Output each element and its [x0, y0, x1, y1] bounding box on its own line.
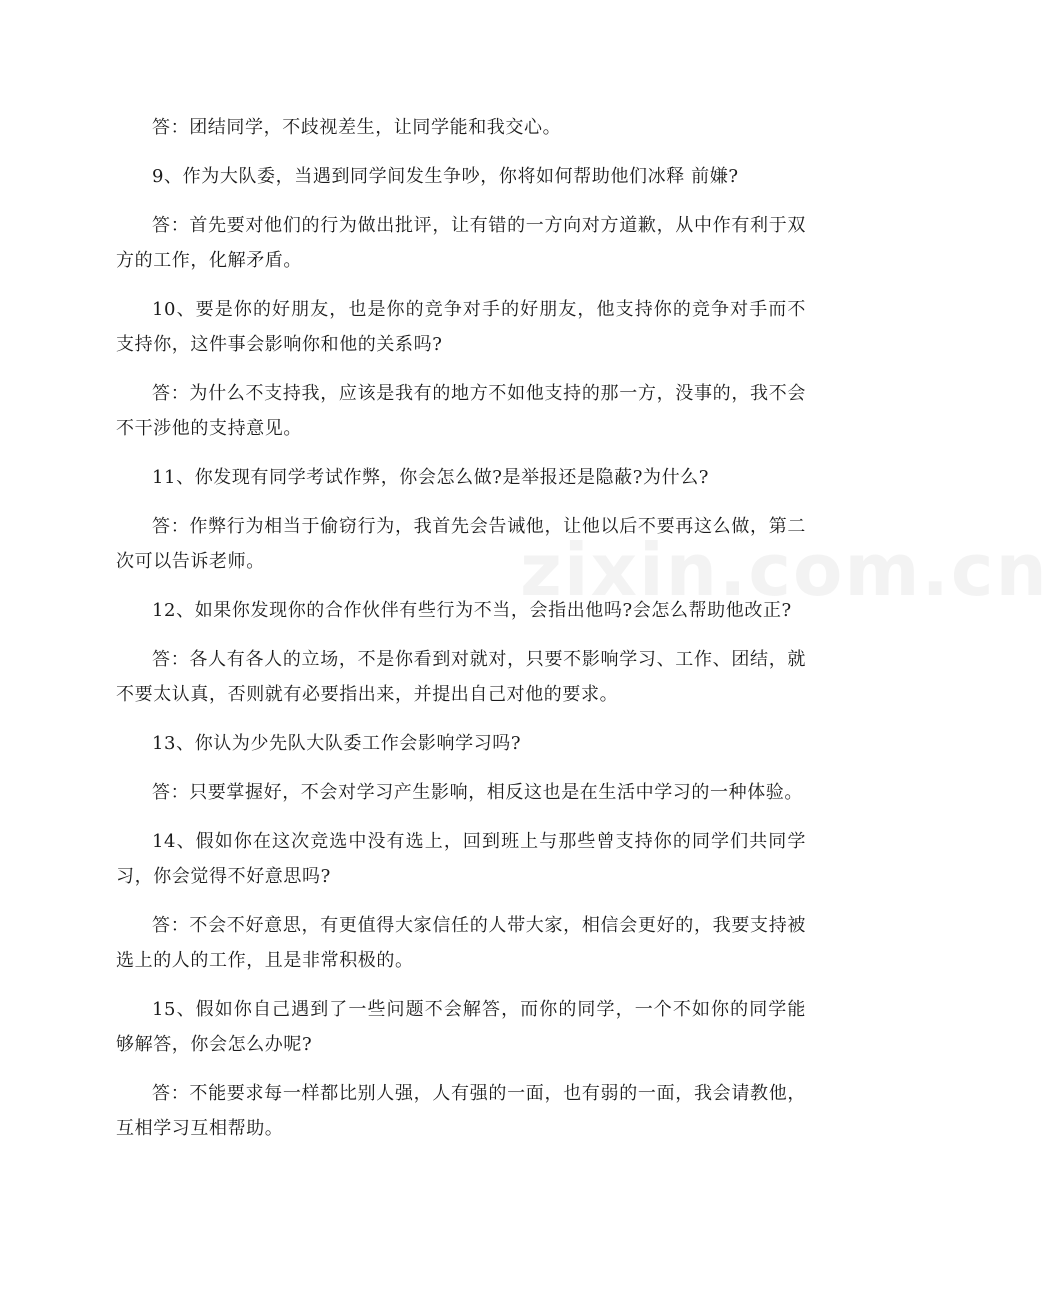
- question-14: 14、假如你在这次竞选中没有选上，回到班上与那些曾支持你的同学们共同学习，你会觉得不好意思吗?: [116, 831, 806, 887]
- question-13: 13、你认为少先队大队委工作会影响学习吗?: [152, 733, 522, 754]
- answer-9: 答：首先要对他们的行为做出批评，让有错的一方向对方道歉，从中作有利于双方的工作，化解矛盾。: [116, 215, 806, 271]
- watermark: zixin.com.cn: [520, 528, 1049, 612]
- answer-8: 答：团结同学，不歧视差生，让同学能和我交心。: [152, 117, 562, 138]
- answer-15: 答：不能要求每一样都比别人强，人有强的一面，也有弱的一面，我会请教他，互相学习互相帮助。: [116, 1083, 806, 1139]
- answer-11: 答：作弊行为相当于偷窃行为，我首先会告诫他，让他以后不要再这么做，第二次可以告诉老师。: [116, 516, 806, 572]
- question-11: 11、你发现有同学考试作弊，你会怎么做?是举报还是隐蔽?为什么?: [152, 467, 710, 488]
- answer-13: 答：只要掌握好，不会对学习产生影响，相反这也是在生活中学习的一种体验。: [152, 782, 803, 803]
- question-10: 10、要是你的好朋友，也是你的竞争对手的好朋友，他支持你的竞争对手而不支持你，这件事会影响你和他的关系吗?: [116, 299, 806, 355]
- document-body: [116, 110, 806, 1160]
- question-9: 9、作为大队委，当遇到同学间发生争吵，你将如何帮助他们冰释 前嫌?: [152, 166, 739, 187]
- question-12: 12、如果你发现你的合作伙伴有些行为不当，会指出他吗?会怎么帮助他改正?: [152, 600, 792, 621]
- answer-12: 答：各人有各人的立场，不是你看到对就对，只要不影响学习、工作、团结，就不要太认真，否则就有必要指出来，并提出自己对他的要求。: [116, 649, 806, 705]
- answer-10: 答：为什么不支持我，应该是我有的地方不如他支持的那一方，没事的，我不会不干涉他的支持意见。: [116, 383, 806, 439]
- answer-14: 答：不会不好意思，有更值得大家信任的人带大家，相信会更好的，我要支持被选上的人的工作，且是非常积极的。: [116, 915, 806, 971]
- question-15: 15、假如你自己遇到了一些问题不会解答，而你的同学，一个不如你的同学能够解答，你会怎么办呢?: [116, 999, 806, 1055]
